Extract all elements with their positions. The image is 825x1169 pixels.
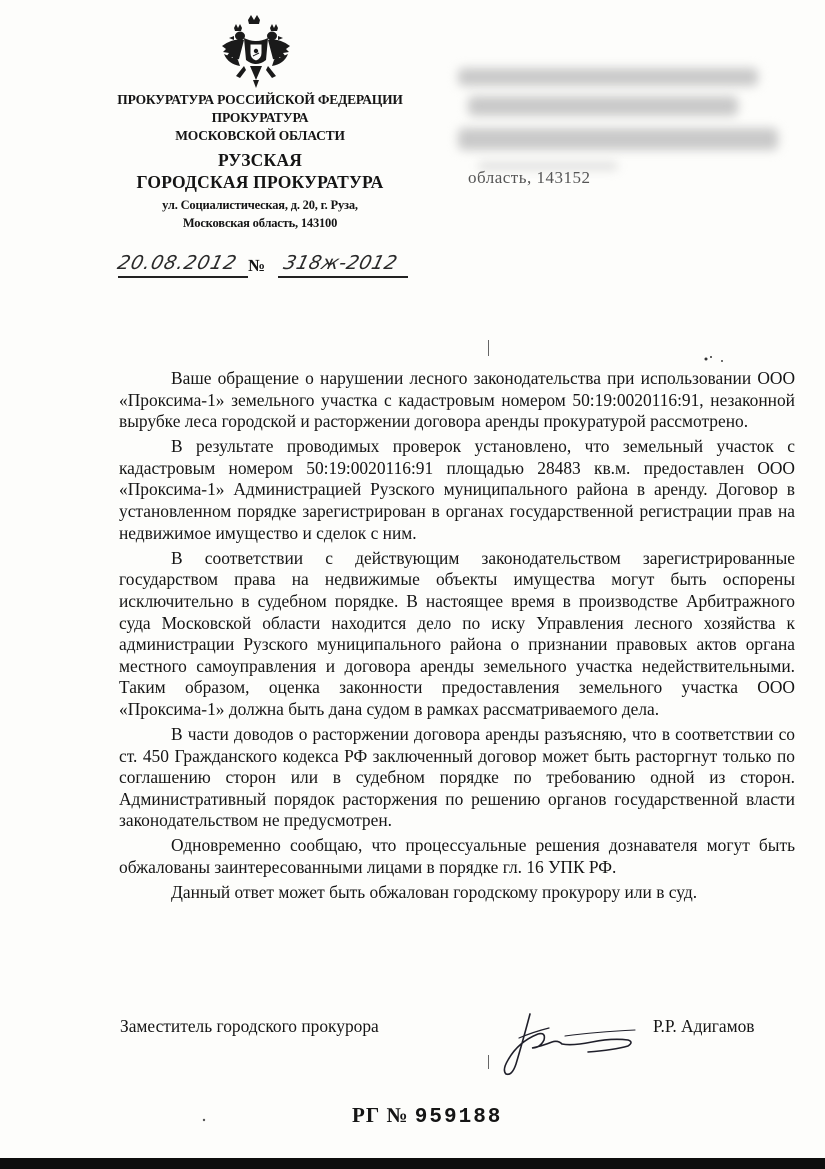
scan-artifact	[200, 1116, 210, 1124]
body-paragraph-6: Данный ответ может быть обжалован городскому прокурору или в суд.	[171, 882, 698, 903]
body-paragraph-1: Ваше обращение о нарушении лесного законодательства при использовании ООО «Проксима-1» земельного участка с кадастровым номером 50:19:0020116:91, незаконной вырубке леса городской и расторжении договора аренды прокуратурой рассмотрено.	[119, 368, 795, 432]
blurred-addressee	[458, 68, 788, 213]
signatory-title: Заместитель городского прокурора	[120, 1016, 379, 1036]
header-line-2: ПРОКУРАТУРА	[211, 110, 309, 125]
handwritten-signature	[475, 1000, 650, 1080]
registration-date: 20.08.2012	[115, 252, 240, 274]
body-paragraph-4: В части доводов о расторжении договора аренды разъясняю, что в соответствии со ст. 450 Гражданского кодекса РФ заключенный договор может быть расторгнут только по соглашению сторон или в судебном порядке по требованию одной из сторон. Административный порядок расторжения по решению органов государственной власти законодательством не предусмотрен.	[119, 724, 795, 831]
date-underline	[118, 276, 248, 278]
scan-artifact	[488, 1055, 489, 1069]
header-line-4: РУЗСКАЯ	[217, 150, 303, 170]
serial-number: 959188	[414, 1106, 503, 1129]
scan-bottom-edge	[0, 1158, 825, 1169]
signatory-name: Р.Р. Адигамов	[653, 1016, 755, 1036]
body-paragraph-2: В результате проводимых проверок установлено, что земельный участок с кадастровым номером 50:19:0020116:91 площадью 28483 кв.м. предоставлен ООО «Проксима-1» Администрацией Рузского муниципального района в аренду. Договор в установленном порядке зарегистрирован в органах государственной регистрации прав на недвижимое имущество и сделок с ним.	[119, 436, 795, 543]
number-underline	[278, 276, 408, 278]
registration-line	[115, 250, 408, 280]
scan-artifact	[488, 340, 489, 356]
header-line-3: МОСКОВСКОЙ ОБЛАСТИ	[175, 128, 345, 143]
body-paragraph-5: Одновременно сообщаю, что процессуальные решения дознавателя могут быть обжалованы заинтересованными лицами в порядке гл. 16 УПК РФ.	[119, 835, 795, 878]
header-address-1: ул. Социалистическая, д. 20, г. Руза,	[162, 198, 358, 212]
number-sign: №	[248, 256, 266, 275]
stray-mark	[700, 353, 730, 365]
form-serial-number	[352, 1103, 502, 1129]
header-line-5: ГОРОДСКАЯ ПРОКУРАТУРА	[136, 172, 384, 192]
addressee-partial-text: область, 143152	[468, 168, 591, 187]
registration-number: 318ж-2012	[281, 252, 400, 274]
double-headed-eagle-emblem-icon	[220, 14, 292, 92]
letter-body	[119, 368, 795, 904]
body-paragraph-3: В соответствии с действующим законодательством зарегистрированные государством права на недвижимые объекты имущества могут быть оспорены исключительно в судебном порядке. В настоящее время в производстве Арбитражного суда Московской области находится дело по иску Управления лесного хозяйства к администрации Рузского муниципального района о признании правовых актов органа местного самоуправления и договора аренды земельного участка недействительными. Таким образом, оценка законности предоставления земельного участка ООО «Проксима-1» должна быть дана судом в рамках рассматриваемого дела.	[119, 547, 795, 719]
serial-prefix: РГ №	[352, 1103, 409, 1127]
header-line-1: ПРОКУРАТУРА РОССИЙСКОЙ ФЕДЕРАЦИИ	[117, 92, 403, 107]
header-address-2: Московская область, 143100	[182, 216, 338, 230]
